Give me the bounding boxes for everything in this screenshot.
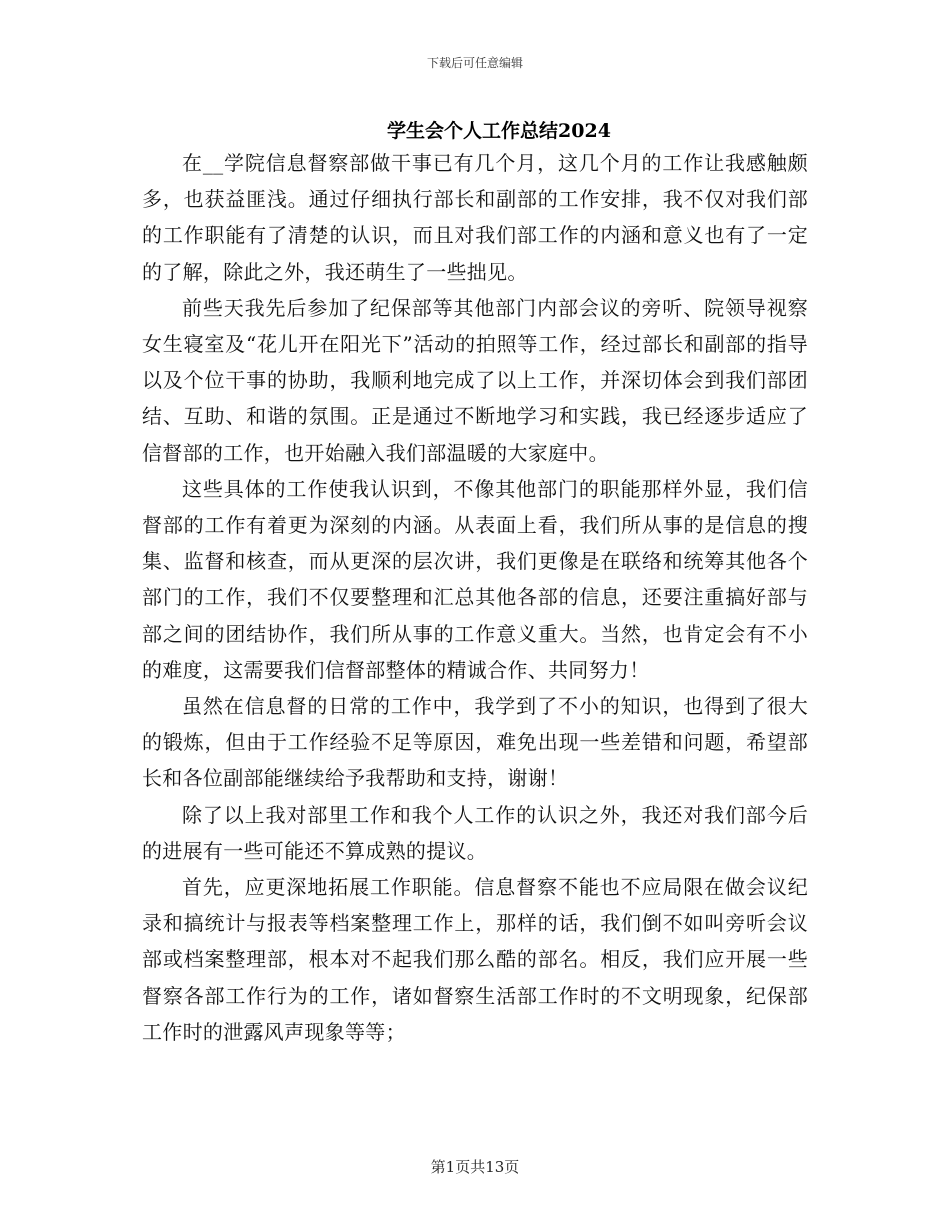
paragraph: 虽然在信息督的日常的工作中，我学到了不小的知识，也得到了很大的锻炼，但由于工作经验不足等原因，难免出现一些差错和问题，希望部长和各位副部能继续给予我帮助和支持，谢谢！ [142,694,808,791]
header-note: 下载后可任意编辑 [426,56,523,70]
paragraph: 在__学院信息督察部做干事已有几个月，这几个月的工作让我感触颇多，也获益匪浅。通过仔细执行部长和副部的工作安排，我不仅对我们部的工作职能有了清楚的认识，而且对我们部工作的内涵和意义也有了一定的了解，除此之外，我还萌生了一些拙见。 [142,151,808,284]
document-body [142,145,808,1050]
paragraph: 首先，应更深地拓展工作职能。信息督察不能也不应局限在做会议纪录和搞统计与报表等档案整理工作上，那样的话，我们倒不如叫旁听会议部或档案整理部，根本对不起我们那么酷的部名。相反，我们应开展一些督察各部工作行为的工作，诸如督察生活部工作时的不文明现象，纪保部工作时的泄露风声现象等等； [142,875,808,1044]
document-title: 学生会个人工作总结2024 [387,120,611,142]
paragraph: 这些具体的工作使我认识到，不像其他部门的职能那样外显，我们信督部的工作有着更为深刻的内涵。从表面上看，我们所从事的是信息的搜集、监督和核查，而从更深的层次讲，我们更像是在联络和统筹其他各个部门的工作，我们不仅要整理和汇总其他各部的信息，还要注重搞好部与部之间的团结协作，我们所从事的工作意义重大。当然，也肯定会有不小的难度，这需要我们信督部整体的精诚合作、共同努力！ [142,476,808,682]
paragraph: 除了以上我对部里工作和我个人工作的认识之外，我还对我们部今后的进展有一些可能还不算成熟的提议。 [142,802,808,863]
paragraph: 前些天我先后参加了纪保部等其他部门内部会议的旁听、院领导视察女生寝室及“花儿开在阳光下”活动的拍照等工作，经过部长和副部的指导以及个位干事的协助，我顺利地完成了以上工作，并深切体会到我们部团结、互助、和谐的氛围。正是通过不断地学习和实践，我已经逐步适应了信督部的工作，也开始融入我们部温暖的大家庭中。 [142,295,808,465]
page-indicator: 第1页共13页 [430,1158,520,1176]
